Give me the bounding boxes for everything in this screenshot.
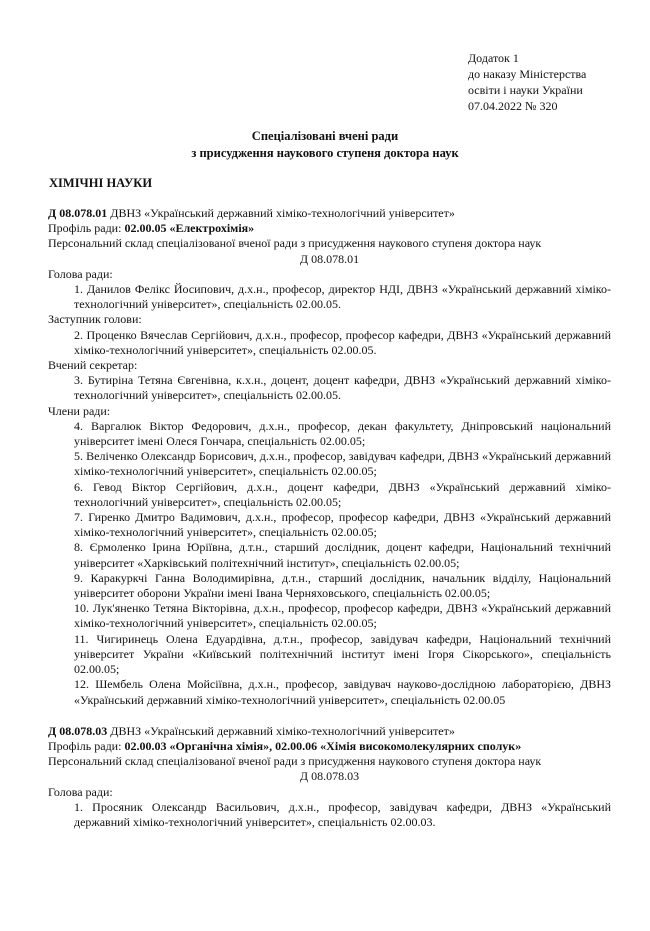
addendum-line: до наказу Міністерства: [468, 67, 587, 81]
title-line: Спеціалізовані вчені ради: [251, 129, 399, 143]
member-entry: 3. Бутиріна Тетяна Євгенівна, к.х.н., доцент, доцент кафедри, ДВНЗ «Український державний хіміко-технологічний університет», спеціальність 02.00.05.: [74, 373, 611, 403]
council-institution: ДВНЗ «Український державний хіміко-технологічний університет»: [107, 723, 455, 738]
profile-label: Профіль ради:: [48, 221, 125, 236]
council-profile: [48, 739, 611, 754]
member-entry: 4. Варгалюк Віктор Федорович, д.х.н., професор, декан факультету, Дніпровський національний університет імені Олеся Гончара, спеціальність 02.00.05;: [74, 418, 611, 449]
member-entry: 1. Данилов Фелікс Йосипович, д.х.н., професор, директор НДІ, ДВНЗ «Український державний хіміко-технологічний університет», спеціальність 02.00.05.: [74, 282, 611, 312]
composition-line: Персональний склад спеціалізованої вченої ради з присудження наукового ступеня доктора наук: [48, 236, 542, 251]
council-institution: ДВНЗ «Український державний хіміко-технологічний університет»: [107, 206, 455, 220]
spacer: [48, 708, 611, 724]
document-body: [48, 206, 611, 830]
member-entry: 12. Шембель Олена Мойсіївна, д.х.н., професор, завідувач науково-дослідною лабораторією, ДВНЗ «Український державний хіміко-технологічний університет», спеціальність 02.00.05: [74, 677, 611, 707]
member-entry: 9. Каракуркчі Ганна Володимирівна, д.т.н., старший дослідник, начальник відділу, Національний університет оборони України імені Івана Черняховського, спеціальність 02.00.05;: [74, 570, 611, 601]
section-heading: ХІМІЧНІ НАУКИ: [49, 176, 153, 190]
addendum-line: 07.04.2022 № 320: [468, 99, 558, 113]
addendum-line: освіти і науки України: [468, 83, 583, 97]
member-entry: 2. Проценко Вячеслав Сергійович, д.х.н., професор, професор кафедри, ДВНЗ «Український державний хіміко-технологічний університет», спеціальність 02.00.05.: [74, 327, 611, 357]
addendum-line: Додаток 1: [468, 51, 519, 65]
composition-code: Д 08.078.03: [299, 769, 360, 784]
composition-line: Персональний склад спеціалізованої вченої ради з присудження наукового ступеня доктора наук: [48, 754, 542, 769]
council-header: [48, 724, 611, 739]
council-profile: [48, 221, 611, 236]
profile-value: 02.00.03 «Органічна хімія», 02.00.06 «Хімія високомолекулярних сполук»: [124, 738, 522, 753]
member-entry: 7. Гиренко Дмитро Вадимович, д.х.н., професор, професор кафедри, ДВНЗ «Український державний хіміко-технологічний університет», спеціальність 02.00.05;: [74, 510, 611, 540]
member-entry: 10. Лук'яненко Тетяна Вікторівна, д.х.н., професор, професор кафедри, ДВНЗ «Український державний хіміко-технологічний університет», спеціальність 02.00.05;: [74, 601, 611, 631]
council-code: Д 08.078.01: [48, 206, 108, 220]
member-entry: 8. Єрмоленко Ірина Юріївна, д.т.н., старший дослідник, доцент кафедри, Національний технічний університет «Харківський політехнічний інститут», спеціальність 02.00.05;: [74, 540, 611, 570]
member-entry: 5. Веліченко Олександр Борисович, д.х.н., професор, завідувач кафедри, ДВНЗ «Український державний хіміко-технологічний університет», спеціальність 02.00.05;: [74, 449, 611, 479]
deputy-label: Заступник голови:: [48, 312, 142, 327]
title-line: з присудження наукового ступеня доктора наук: [191, 146, 459, 160]
member-entry: 6. Гевод Віктор Сергійович, д.х.н., доцент кафедри, ДВНЗ «Український державний хіміко-технологічний університет», спеціальність 02.00.05;: [74, 479, 611, 509]
head-label: Голова ради:: [48, 784, 113, 799]
council-header: [48, 206, 611, 221]
member-entry: 11. Чигиринець Олена Едуардівна, д.т.н., професор, завідувач кафедри, Національний технічний університет України «Київський політехнічний інститут імені Ігоря Сікорського», спеціальність 02.00.05;: [74, 631, 611, 677]
profile-label: Профіль ради:: [48, 738, 125, 753]
members-label: Члени ради:: [48, 403, 111, 418]
member-entry: 1. Просяник Олександр Васильович, д.х.н., професор, завідувач кафедри, ДВНЗ «Український державний хіміко-технологічний університет», спеціальність 02.00.03.: [74, 799, 611, 829]
profile-value: 02.00.05 «Електрохімія»: [124, 221, 255, 236]
council-code: Д 08.078.03: [48, 723, 108, 738]
composition-code: Д 08.078.01: [299, 251, 360, 266]
head-label: Голова ради:: [48, 266, 113, 281]
document-title: [0, 128, 650, 162]
addendum-block: [468, 50, 586, 114]
secretary-label: Вчений секретар:: [48, 358, 138, 373]
